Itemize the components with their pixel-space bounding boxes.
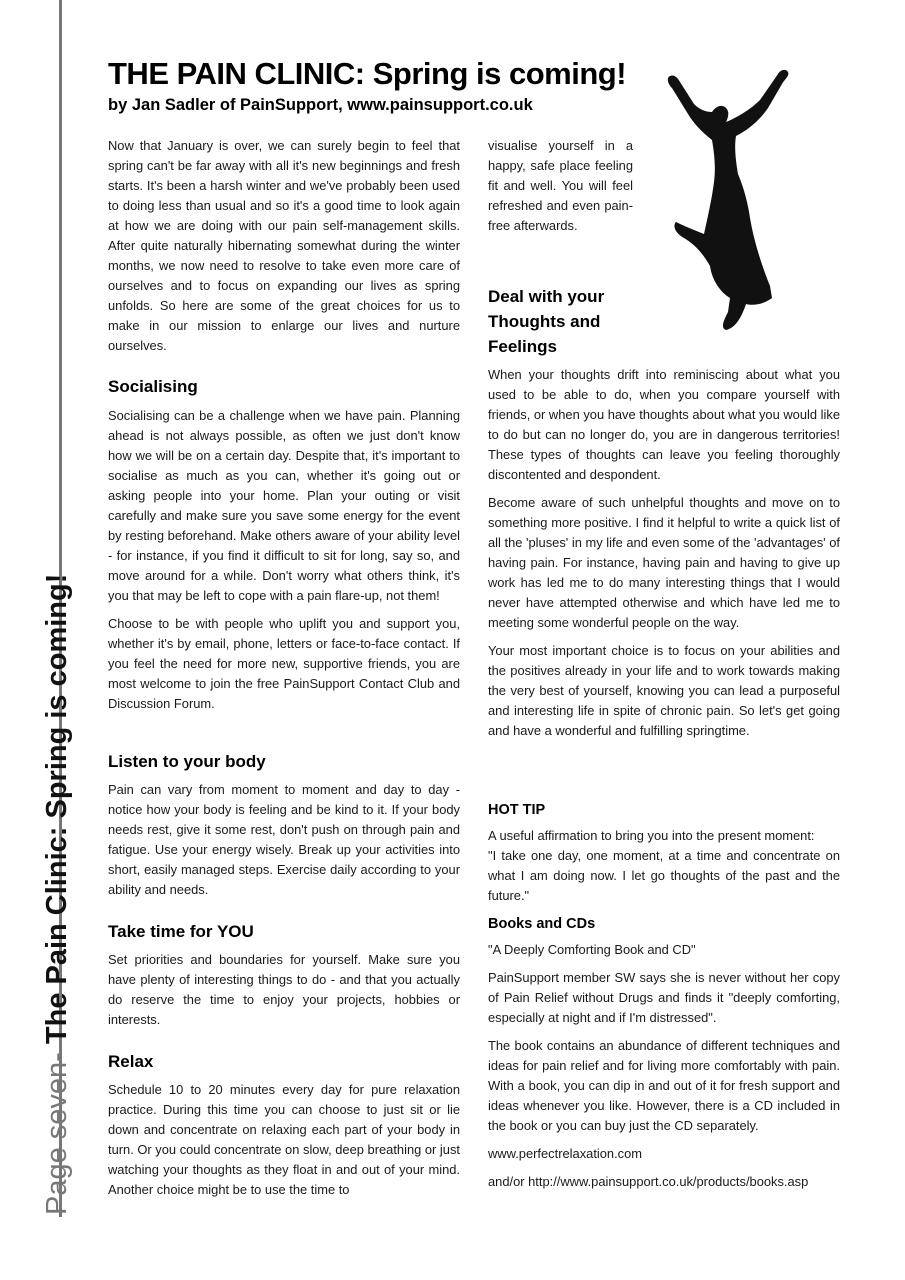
relax-paragraph: Schedule 10 to 20 minutes every day for pure relaxation practice. During this time you can choose to just sit or lie down and concentrate on relaxing each part of your body in turn. Or you could concentrate on slow, deep breathing or just watching your thoughts as they float in and out of your mind. Another choice might be to use the time to bbox=[108, 1082, 460, 1197]
dancer-silhouette-image bbox=[664, 66, 796, 334]
books-paragraph-2: The book contains an abundance of different techniques and ideas for pain relief and for living more comfortably with pain. With a book, you can dip in and out of it for fresh support and ideas whenever you like. However, there is a CD included in the book or you can buy just the CD separately. bbox=[488, 1038, 840, 1133]
deal-paragraph-3: Your most important choice is to focus on your abilities and the positives already in your life and to work towards making the very best of yourself, knowing you can lead a purposeful and interesting life in spite of chronic pain. So let's get going and have a wonderful and fulfilling springtime. bbox=[488, 643, 840, 738]
deal-paragraph-2: Become aware of such unhelpful thoughts and move on to something more positive. I find it helpful to write a quick list of all the 'pluses' in my life and even some of the 'advantages' of having pain. For instance, having pain and having to give up work has led me to do many interesting things that I would never have attempted otherwise and which have led me to meeting some wonderful people on the way. bbox=[488, 495, 840, 630]
socialising-section bbox=[108, 406, 460, 722]
page-number-label: Page seven- bbox=[41, 1044, 73, 1215]
article-title: THE PAIN CLINIC: Spring is coming! bbox=[108, 56, 627, 91]
intro-paragraph: Now that January is over, we can surely begin to feel that spring can't be far away with all it's new beginnings and fresh starts. It's been a harsh winter and we've probably been used to doing less than usual and so it's a good time to look again at how we are doing with our pain self-management skills. After quite naturally hibernating somewhat during the winter months, we now need to resolve to take even more care of ourselves and to focus on expanding our lives as spring unfolds. So here are some of the great choices for us to make in our mission to enlarge our lives and nurture ourselves. bbox=[108, 138, 460, 353]
heading-take-time-for-you: Take time for YOU bbox=[108, 922, 254, 941]
link-perfectrelaxation[interactable]: www.perfectrelaxation.com bbox=[488, 1146, 643, 1161]
heading-books-and-cds: Books and CDs bbox=[488, 916, 596, 932]
heading-socialising: Socialising bbox=[108, 377, 198, 396]
hot-tip-section bbox=[488, 826, 840, 914]
hot-tip-intro: A useful affirmation to bring you into the present moment: bbox=[488, 828, 815, 843]
deal-paragraph-1: When your thoughts drift into reminiscing about what you used to be able to do, when you compare yourself with friends, or when you have thoughts about what you would like to do but can no longer do, you are in dangerous territories! These types of thoughts can leave you feeling thoroughly discontented and despondent. bbox=[488, 367, 840, 482]
running-title: The Pain Clinic: Spring is coming! bbox=[41, 573, 73, 1045]
heading-line: Feelings bbox=[488, 337, 557, 356]
heading-hot-tip: HOT TIP bbox=[488, 802, 546, 818]
time-paragraph: Set priorities and boundaries for yourself. Make sure you have plenty of interesting things to do - and that you actually do reserve the time to enjoy your projects, hobbies or interests. bbox=[108, 952, 460, 1027]
books-paragraph-1: PainSupport member SW says she is never without her copy of Pain Relief without Drugs and finds it "deeply comforting, especially at night and if I'm distressed". bbox=[488, 970, 840, 1025]
socialising-paragraph-2: Choose to be with people who uplift you and support you, whether it's by email, phone, letters or face-to-face contact. If you feel the need for more new, supportive friends, you are most welcome to join the free PainSupport Contact Club and Discussion Forum. bbox=[108, 616, 460, 711]
deal-section bbox=[488, 365, 840, 749]
heading-listen-to-your-body: Listen to your body bbox=[108, 752, 266, 771]
continued-paragraph: visualise yourself in a happy, safe place feeling fit and well. You will feel refreshed and even pain-free afterwards. bbox=[488, 138, 633, 233]
heading-line: Deal with your bbox=[488, 287, 605, 306]
listen-paragraph: Pain can vary from moment to moment and day to day - notice how your body is feeling and be kind to it. If your body needs rest, give it some rest, don't push on through pain and fatigue. Use your energy wisely. Break up your activities into short, easily managed steps. Exercise daily according to your ability and needs. bbox=[108, 782, 460, 897]
link-painsupport-books[interactable]: and/or http://www.painsupport.co.uk/products/books.asp bbox=[488, 1174, 809, 1189]
book-title: "A Deeply Comforting Book and CD" bbox=[488, 942, 696, 957]
books-section bbox=[488, 940, 840, 1200]
hot-tip-quote: "I take one day, one moment, at a time and concentrate on what I am doing now. I let go thoughts of the past and the future." bbox=[488, 848, 840, 903]
byline: by Jan Sadler of PainSupport, www.painsupport.co.uk bbox=[108, 96, 533, 114]
socialising-paragraph-1: Socialising can be a challenge when we have pain. Planning ahead is not always possible, as often we just don't know how we will be on a certain day. Despite that, it's important to socialise as much as you can, whether it's going out or asking people into your home. Plan your outing or visit carefully and make sure you save some energy for the event by resting beforehand. Make others aware of your ability level - for instance, if you find it difficult to sit for long, say so, and move around for a while. Don't worry what others think, it's you that may be left to cope with a pain flare-up, not them! bbox=[108, 408, 460, 603]
heading-line: Thoughts and bbox=[488, 312, 601, 331]
heading-deal-with-thoughts bbox=[488, 284, 604, 359]
heading-relax: Relax bbox=[108, 1052, 154, 1071]
side-running-title bbox=[42, 574, 72, 1215]
